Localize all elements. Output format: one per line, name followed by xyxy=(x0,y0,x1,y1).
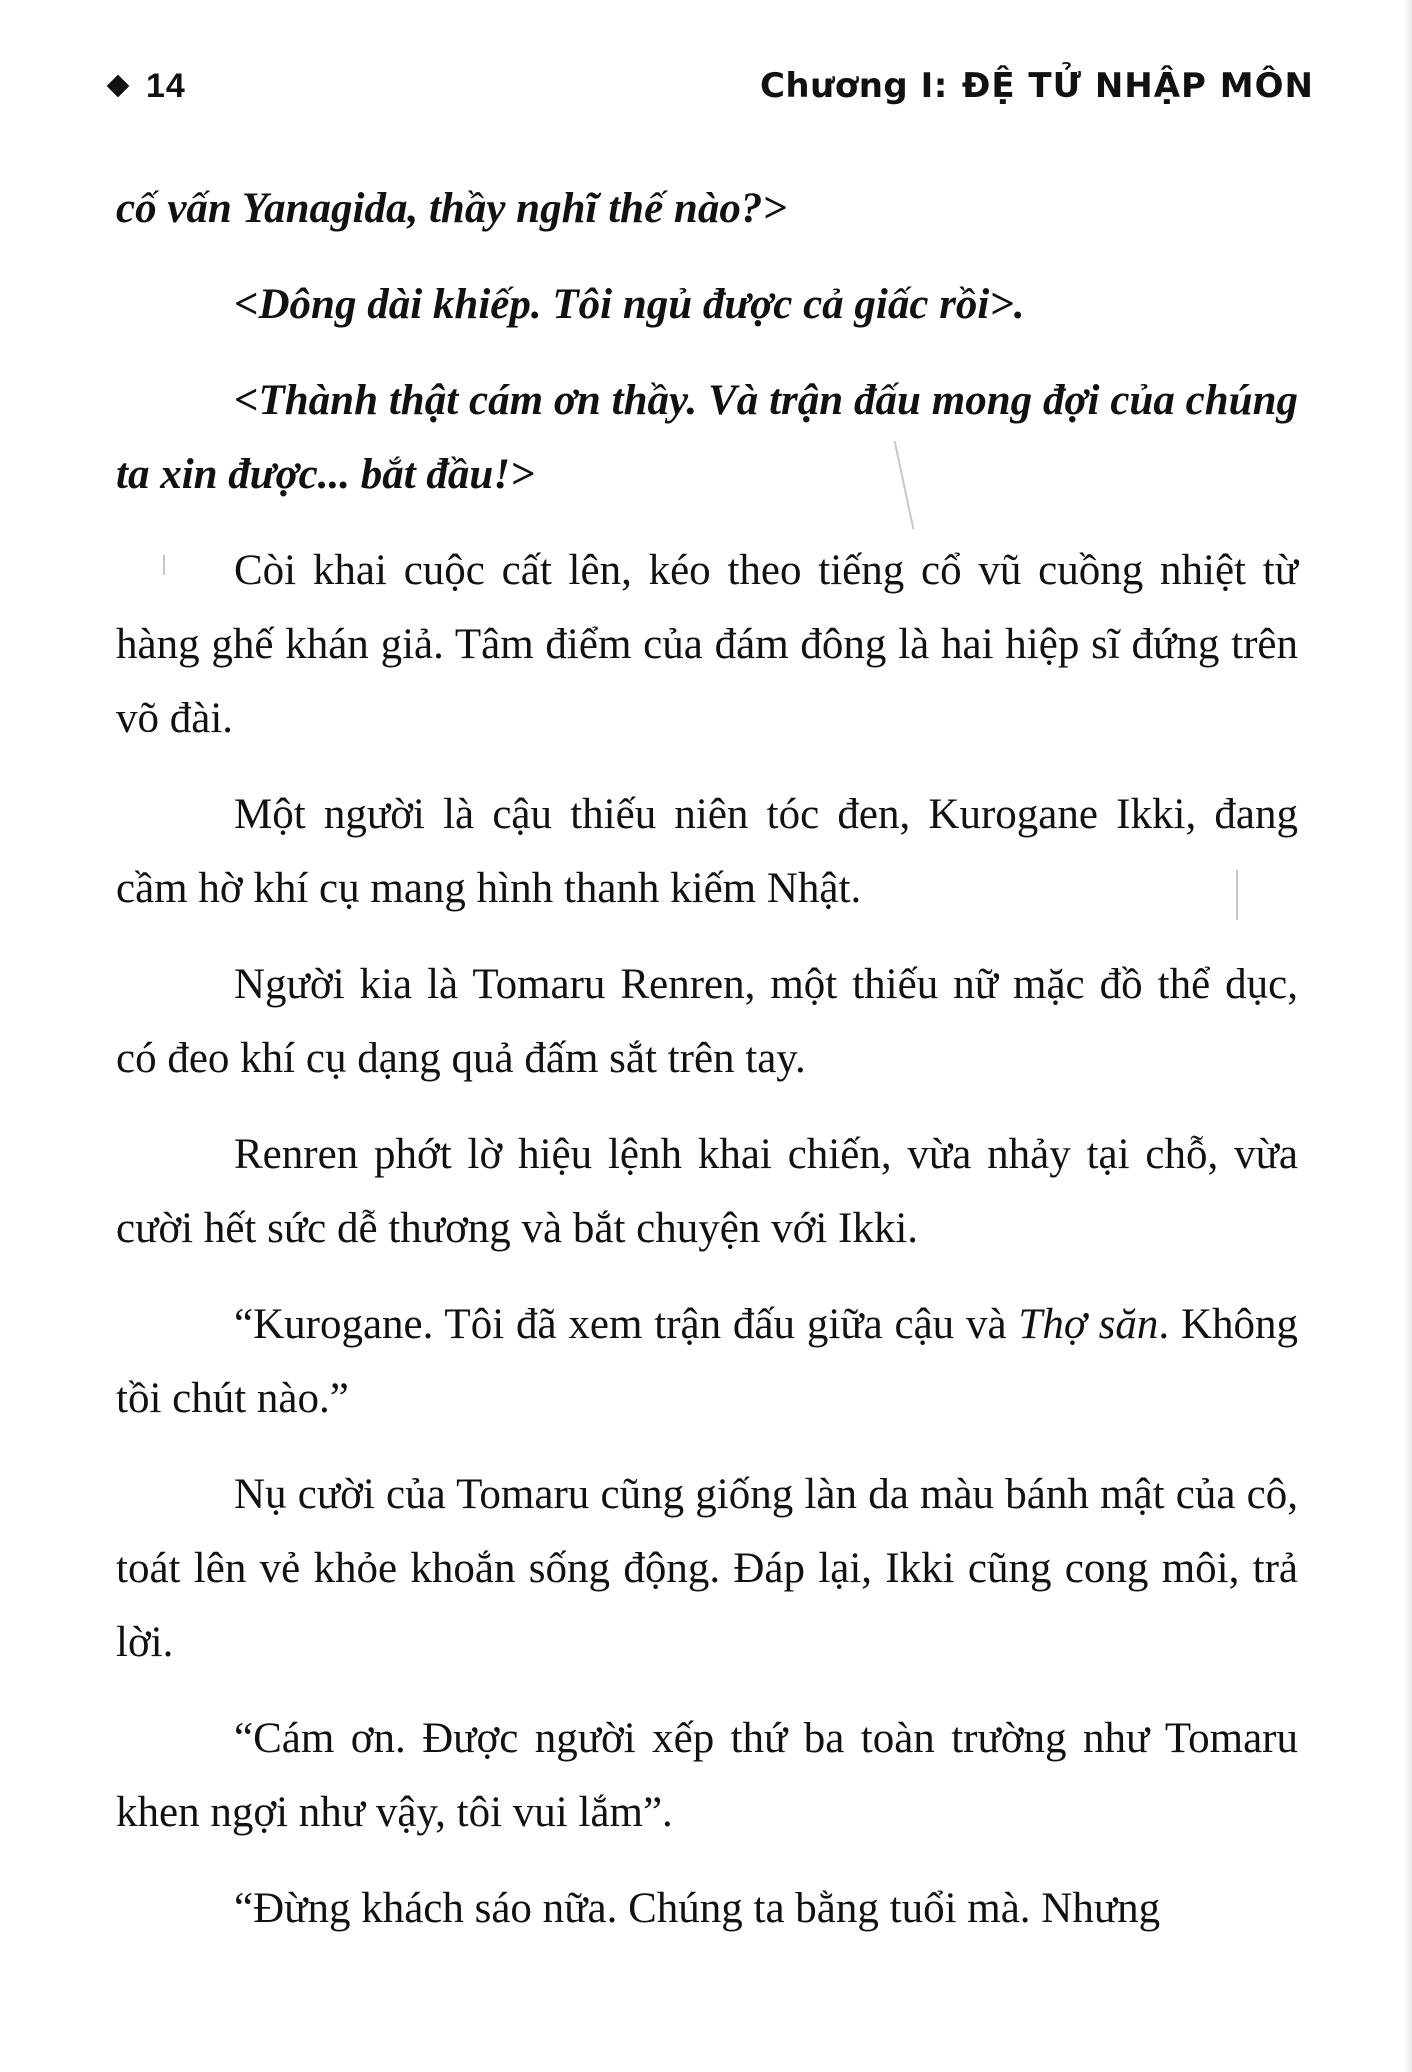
chapter-label: Chương I: xyxy=(759,66,948,106)
chapter-heading xyxy=(760,58,1314,114)
paragraph-dialogue-yanagida: <Dông dài khiếp. Tôi ngủ được cả giấc rồi>. xyxy=(234,281,1025,328)
paragraph: Nụ cười của Tomaru cũng giống làn da màu bánh mật của cô, toát lên vẻ khỏe khoắn sống động. Đáp lại, Ikki cũng cong môi, trả lời. xyxy=(116,1471,1298,1666)
page-number-group xyxy=(110,58,186,114)
chapter-title: ĐỆ TỬ NHẬP MÔN xyxy=(961,66,1314,106)
page-number: 14 xyxy=(146,66,186,105)
paragraph: Người kia là Tomaru Renren, một thiếu nữ mặc đồ thể dục, có đeo khí cụ dạng quả đấm sắt trên tay. xyxy=(116,961,1298,1082)
paragraph: Một người là cậu thiếu niên tóc đen, Kurogane Ikki, đang cầm hờ khí cụ mang hình thanh kiếm Nhật. xyxy=(116,791,1298,912)
paragraph-text-after: . Không tồi chút nào.” xyxy=(116,1301,1298,1422)
paragraph: Renren phớt lờ hiệu lệnh khai chiến, vừa nhảy tại chỗ, vừa cười hết sức dễ thương và bắt chuyện với Ikki. xyxy=(116,1131,1298,1252)
paragraph-with-italic-term xyxy=(116,1288,1298,1436)
paragraph: Còi khai cuộc cất lên, kéo theo tiếng cổ vũ cuồng nhiệt từ hàng ghế khán giả. Tâm điểm của đám đông là hai hiệp sĩ đứng trên võ đài. xyxy=(116,547,1298,742)
paragraph-dialogue-announcer: <Thành thật cám ơn thầy. Và trận đấu mong đợi của chúng ta xin được... bắt đầu!> xyxy=(116,377,1298,498)
paragraph-text-before: “Kurogane. Tôi đã xem trận đấu giữa cậu và xyxy=(234,1301,1019,1348)
body-text xyxy=(116,172,1298,1968)
scan-scratch xyxy=(1236,870,1238,920)
paragraph: “Cám ơn. Được người xếp thứ ba toàn trường như Tomaru khen ngợi như vậy, tôi vui lắm”. xyxy=(116,1715,1298,1836)
italic-term: Thợ săn xyxy=(1018,1301,1159,1348)
page-edge-shadow xyxy=(1404,0,1412,2072)
diamond-bullet-icon xyxy=(107,75,130,98)
page-header xyxy=(110,58,1320,114)
scan-scratch xyxy=(163,555,165,575)
paragraph-dialogue-continuation: cố vấn Yanagida, thầy nghĩ thế nào?> xyxy=(116,185,787,232)
paragraph: “Đừng khách sáo nữa. Chúng ta bằng tuổi mà. Nhưng xyxy=(234,1885,1161,1932)
